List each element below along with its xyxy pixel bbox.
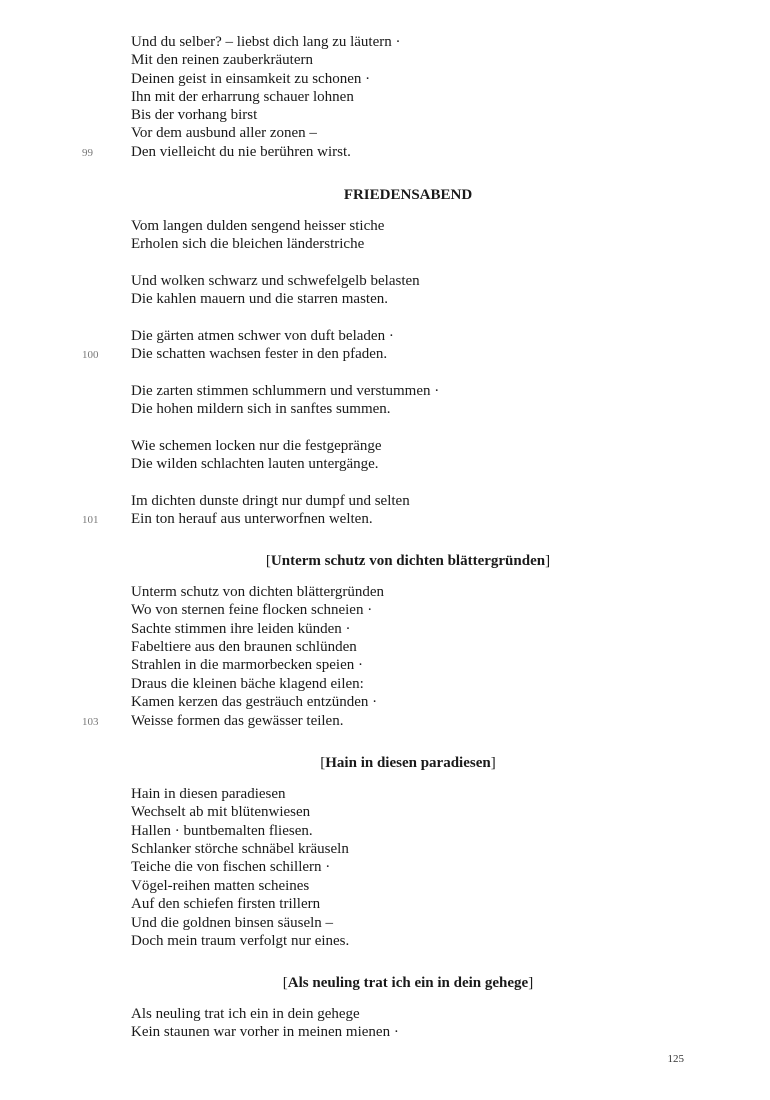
verse-line: Doch mein traum verfolgt nur eines.	[131, 933, 350, 949]
verse-line: Die zarten stimmen schlummern und verstummen ·	[131, 383, 440, 399]
verse-line: Deinen geist in einsamkeit zu schonen ·	[131, 71, 371, 87]
poem-title	[131, 974, 685, 992]
line-number: 103	[82, 716, 99, 728]
verse-line: Als neuling trat ich ein in dein gehege	[131, 1006, 360, 1022]
bracket-open: [	[265, 553, 271, 569]
bracket-open: [	[320, 755, 326, 771]
verse-line: Mit den reinen zauberkräutern	[131, 52, 313, 68]
poem-title-text: Als neuling trat ich ein in dein gehege	[287, 975, 529, 991]
verse-line: Die schatten wachsen fester in den pfaden.	[131, 346, 388, 362]
poem-title	[131, 552, 685, 570]
line-number: 101	[82, 514, 99, 526]
verse-line: Wie schemen locken nur die festgepränge	[131, 438, 382, 454]
verse-line: Erholen sich die bleichen länderstriche	[131, 236, 365, 252]
verse-line: Den vielleicht du nie berühren wirst.	[131, 144, 351, 160]
bracket-close: ]	[528, 975, 534, 991]
verse-line: Die wilden schlachten lauten untergänge.	[131, 456, 379, 472]
verse-line: Ihn mit der erharrung schauer lohnen	[131, 89, 354, 105]
verse-line: Strahlen in die marmorbecken speien ·	[131, 657, 364, 673]
verse-line: Fabeltiere aus den braunen schlünden	[131, 639, 357, 655]
verse-line: Kein staunen war vorher in meinen mienen ·	[131, 1024, 399, 1040]
poem-title-text: Hain in diesen paradiesen	[325, 755, 491, 771]
verse-line: Unterm schutz von dichten blättergründen	[131, 584, 384, 600]
verse-line: Draus die kleinen bäche klagend eilen:	[131, 676, 364, 692]
verse-line: Die kahlen mauern und die starren masten.	[131, 291, 388, 307]
bracket-close: ]	[490, 755, 496, 771]
bracket-close: ]	[545, 553, 551, 569]
poem-title	[131, 754, 685, 772]
verse-line: Vögel-reihen matten scheines	[131, 878, 310, 894]
bracket-open: [	[282, 975, 288, 991]
verse-line: Und die goldnen binsen säuseln –	[131, 915, 334, 931]
line-number: 100	[82, 349, 99, 361]
poem-title-text: FRIEDENSABEND	[343, 187, 473, 203]
verse-line: Wo von sternen feine flocken schneien ·	[131, 602, 373, 618]
verse-line: Im dichten dunste dringt nur dumpf und selten	[131, 493, 410, 509]
verse-line: Kamen kerzen das gesträuch entzünden ·	[131, 694, 378, 710]
verse-line: Hallen · buntbemalten fliesen.	[131, 823, 313, 839]
verse-line: Vom langen dulden sengend heisser stiche	[131, 218, 385, 234]
verse-line: Ein ton herauf aus unterworfnen welten.	[131, 511, 373, 527]
verse-line: Weisse formen das gewässer teilen.	[131, 713, 344, 729]
line-number: 99	[82, 147, 93, 159]
verse-line: Auf den schiefen firsten trillern	[131, 896, 321, 912]
verse-line: Sachte stimmen ihre leiden künden ·	[131, 621, 351, 637]
verse-line: Teiche die von fischen schillern ·	[131, 859, 331, 875]
poem-title-text: Unterm schutz von dichten blättergründen	[270, 553, 546, 569]
page-number: 125	[667, 1053, 684, 1065]
verse-line: Und du selber? – liebst dich lang zu läutern ·	[131, 34, 401, 50]
verse-line: Hain in diesen paradiesen	[131, 786, 286, 802]
verse-line: Und wolken schwarz und schwefelgelb belasten	[131, 273, 420, 289]
verse-line: Wechselt ab mit blütenwiesen	[131, 804, 311, 820]
verse-line: Die hohen mildern sich in sanftes summen.	[131, 401, 391, 417]
verse-line: Die gärten atmen schwer von duft beladen ·	[131, 328, 394, 344]
verse-line: Schlanker störche schnäbel kräuseln	[131, 841, 349, 857]
verse-line: Bis der vorhang birst	[131, 107, 258, 123]
poem-title	[131, 186, 685, 204]
verse-line: Vor dem ausbund aller zonen –	[131, 125, 317, 141]
